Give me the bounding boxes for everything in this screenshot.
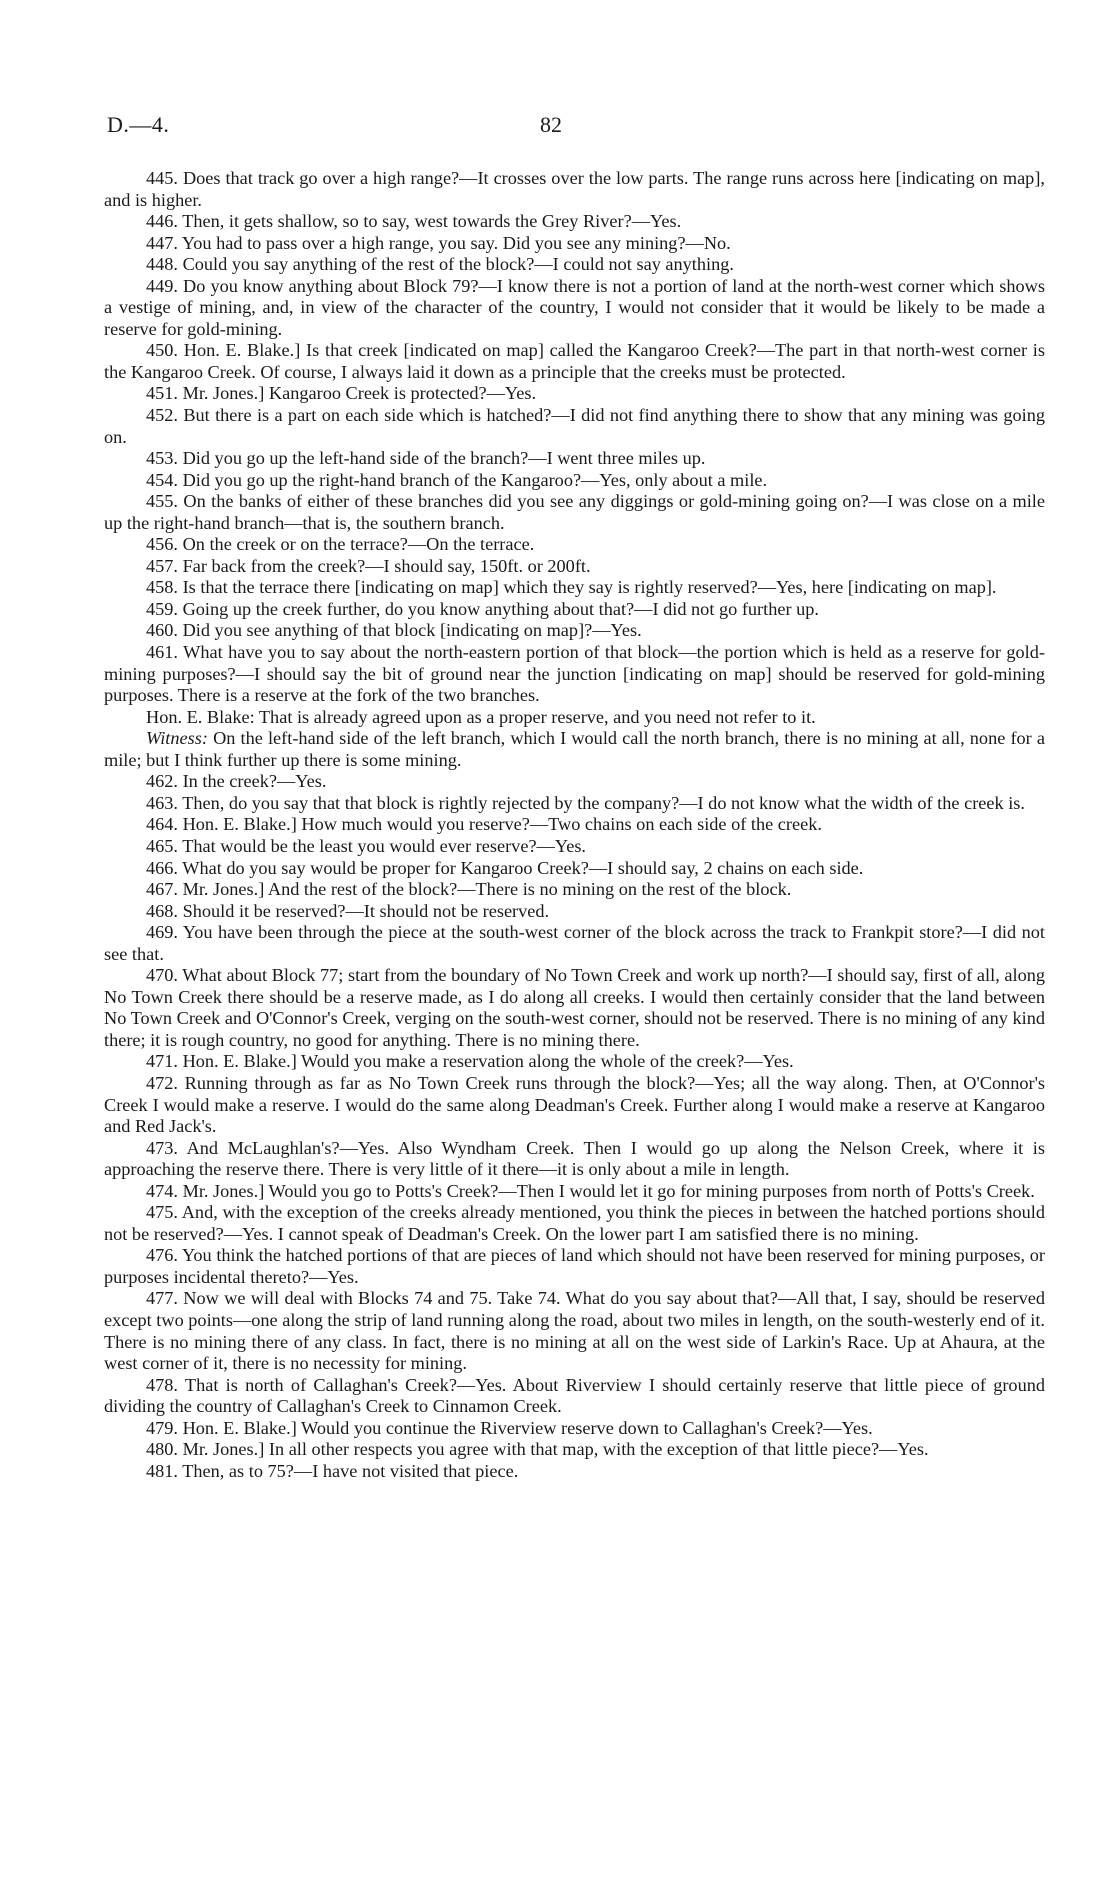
testimony-paragraph [104,470,1045,492]
testimony-paragraph [104,233,1045,255]
testimony-paragraph [104,1439,1045,1461]
paragraph-text: 467. Mr. Jones.] And the rest of the block?—There is no mining on the rest of the block. [146,879,792,900]
paragraph-text: 461. What have you to say about the north-eastern portion of that block—the portion which is held as a reserve for gold-mining purposes?—I should say the bit of ground near the junction [indicating on map] should be reserved for gold-mining purposes. There is a reserve at the fork of the two branches. [104,642,1045,706]
paragraph-text: 468. Should it be reserved?—It should not be reserved. [146,900,550,921]
paragraph-text: 473. And McLaughlan's?—Yes. Also Wyndham Creek. Then I would go up along the Nelson Creek, where it is approaching the reserve there. There is very little of it there—it is only about a mile in length. [104,1137,1045,1180]
testimony-paragraph [104,1181,1045,1203]
testimony-paragraph [104,858,1045,880]
paragraph-text: 448. Could you say anything of the rest of the block?—I could not say anything. [146,254,734,275]
testimony-paragraph [104,1461,1045,1483]
paragraph-text: 464. Hon. E. Blake.] How much would you reserve?—Two chains on each side of the creek. [146,814,822,835]
testimony-paragraph [104,276,1045,341]
paragraph-text: 447. You had to pass over a high range, you say. Did you see any mining?—No. [146,232,731,253]
testimony-paragraph [104,211,1045,233]
paragraph-text: 480. Mr. Jones.] In all other respects you agree with that map, with the exception of that little piece?—Yes. [146,1439,929,1460]
paragraph-text: 455. On the banks of either of these branches did you see any diggings or gold-mining going on?—I was close on a mile up the right-hand branch—that is, the southern branch. [104,491,1045,533]
paragraph-text: 474. Mr. Jones.] Would you go to Potts's Creek?—Then I would let it go for mining purposes from north of Potts's Creek. [146,1180,1035,1201]
paragraph-text: 446. Then, it gets shallow, so to say, west towards the Grey River?—Yes. [146,211,682,232]
paragraph-text: 476. You think the hatched portions of that are pieces of land which should not have been reserved for mining purposes, or purposes incidental thereto?—Yes. [104,1245,1045,1287]
paragraph-text: 453. Did you go up the left-hand side of the branch?—I went three miles up. [146,448,706,469]
testimony-paragraph [104,901,1045,923]
paragraph-text: 463. Then, do you say that that block is rightly rejected by the company?—I do not know what the width of the creek is. [146,792,1025,813]
testimony-paragraph [104,405,1045,448]
paragraph-text: 479. Hon. E. Blake.] Would you continue the Riverview reserve down to Callaghan's Creek?—Yes. [146,1417,873,1438]
page-number: 82 [540,112,562,137]
testimony-paragraph [104,1202,1045,1245]
paragraph-text: Hon. E. Blake: That is already agreed upon as a proper reserve, and you need not refer to it. [146,706,816,727]
paragraph-text: 450. Hon. E. Blake.] Is that creek [indicated on map] called the Kangaroo Creek?—The part in that north-west corner is the Kangaroo Creek. Of course, I always laid it down as a principle that the creeks must be protected. [104,340,1045,382]
testimony-paragraph [104,556,1045,578]
testimony-paragraph [104,707,1045,729]
paragraph-text: 477. Now we will deal with Blocks 74 and 75. Take 74. What do you say about that?—All that, I say, should be reserved except two points—one along the strip of land running along the road, about two miles in length, on the south-westerly end of it. There is no mining there of any class. In fact, there is no mining at all on the west side of Larkin's Race. Up at Ahaura, at the west corner of it, there is no necessity for mining. [104,1288,1045,1374]
speaker-label: Witness: [146,728,208,749]
paragraph-text: 465. That would be the least you would ever reserve?—Yes. [146,835,587,856]
paragraph-text: 470. What about Block 77; start from the boundary of No Town Creek and work up north?—I should say, first of all, along No Town Creek there should be a reserve made, as I do along all creeks. I would then certainly consider that the land between No Town Creek and O'Connor's Creek, verging on the south-west corner, should not be reserved. There is no mining of any kind there; it is rough country, no good for anything. There is no mining there. [104,965,1045,1050]
testimony-paragraph [104,168,1045,211]
paragraph-text: 462. In the creek?—Yes. [146,771,327,792]
testimony-paragraph [104,836,1045,858]
paragraph-text: 449. Do you know anything about Block 79?—I know there is not a portion of land at the north-west corner which shows a vestige of mining, and, in view of the character of the country, I would not consider that it would be likely to be made a reserve for gold-mining. [104,275,1045,339]
testimony-paragraph [104,491,1045,534]
paragraph-text: On the left-hand side of the left branch, which I would call the north branch, there is no mining at all, none for a mile; but I think further up there is some mining. [104,728,1045,770]
testimony-paragraph [104,1245,1045,1288]
testimony-paragraph [104,793,1045,815]
testimony-paragraph [104,642,1045,707]
testimony-paragraph [104,599,1045,621]
paragraph-text: 481. Then, as to 75?—I have not visited that piece. [146,1460,519,1481]
testimony-paragraph [104,620,1045,642]
paragraph-text: 478. That is north of Callaghan's Creek?—Yes. About Riverview I should certainly reserve that little piece of ground dividing the country of Callaghan's Creek to Cinnamon Creek. [104,1374,1045,1417]
paragraph-text: 466. What do you say would be proper for Kangaroo Creek?—I should say, 2 chains on each side. [146,857,864,878]
paragraph-text: 445. Does that track go over a high range?—It crosses over the low parts. The range runs across here [indicating on map], and is higher. [104,168,1045,210]
paragraph-text: 475. And, with the exception of the creeks already mentioned, you think the pieces in between the hatched portions should not be reserved?—Yes. I cannot speak of Deadman's Creek. On the lower part I am satisfied there is no mining. [104,1202,1045,1244]
document-reference: D.—4. [107,112,170,137]
paragraph-text: 454. Did you go up the right-hand branch of the Kangaroo?—Yes, only about a mile. [146,469,768,490]
testimony-paragraph [104,879,1045,901]
testimony-paragraph [104,728,1045,771]
paragraph-text: 460. Did you see anything of that block [indicating on map]?—Yes. [146,620,642,641]
testimony-paragraph [104,383,1045,405]
testimony-paragraph [104,1288,1045,1374]
testimony-paragraph [104,1418,1045,1440]
testimony-paragraph [104,771,1045,793]
paragraph-text: 458. Is that the terrace there [indicating on map] which they say is rightly reserved?—Yes, here [indicating on map]. [146,577,997,598]
paragraph-text: 451. Mr. Jones.] Kangaroo Creek is protected?—Yes. [146,383,537,404]
paragraph-text: 456. On the creek or on the terrace?—On the terrace. [146,534,535,555]
testimony-paragraph [104,340,1045,383]
testimony-paragraph [104,1051,1045,1073]
paragraph-text: 459. Going up the creek further, do you know anything about that?—I did not go further up. [146,598,819,619]
paragraph-text: 471. Hon. E. Blake.] Would you make a reservation along the whole of the creek?—Yes. [146,1051,794,1072]
testimony-paragraph [104,448,1045,470]
testimony-paragraph [104,577,1045,599]
testimony-paragraph [104,965,1045,1051]
testimony-paragraph [104,814,1045,836]
paragraph-text: 472. Running through as far as No Town Creek runs through the block?—Yes; all the way along. Then, at O'Connor's Creek I would make a reserve. I would do the same along Deadman's Creek. Further along I would make a reserve at Kangaroo and Red Jack's. [104,1072,1045,1137]
testimony-paragraph [104,1073,1045,1138]
testimony-paragraph [104,922,1045,965]
page-header [107,112,1007,142]
testimony-paragraph [104,1375,1045,1418]
testimony-paragraph [104,1138,1045,1181]
paragraph-text: 469. You have been through the piece at the south-west corner of the block across the track to Frankpit store?—I did not see that. [104,922,1045,964]
testimony-paragraph [104,254,1045,276]
paragraph-text: 457. Far back from the creek?—I should say, 150ft. or 200ft. [146,555,591,576]
testimony-paragraph [104,534,1045,556]
testimony-body [104,168,1045,1482]
paragraph-text: 452. But there is a part on each side which is hatched?—I did not find anything there to show that any mining was going on. [104,405,1045,447]
